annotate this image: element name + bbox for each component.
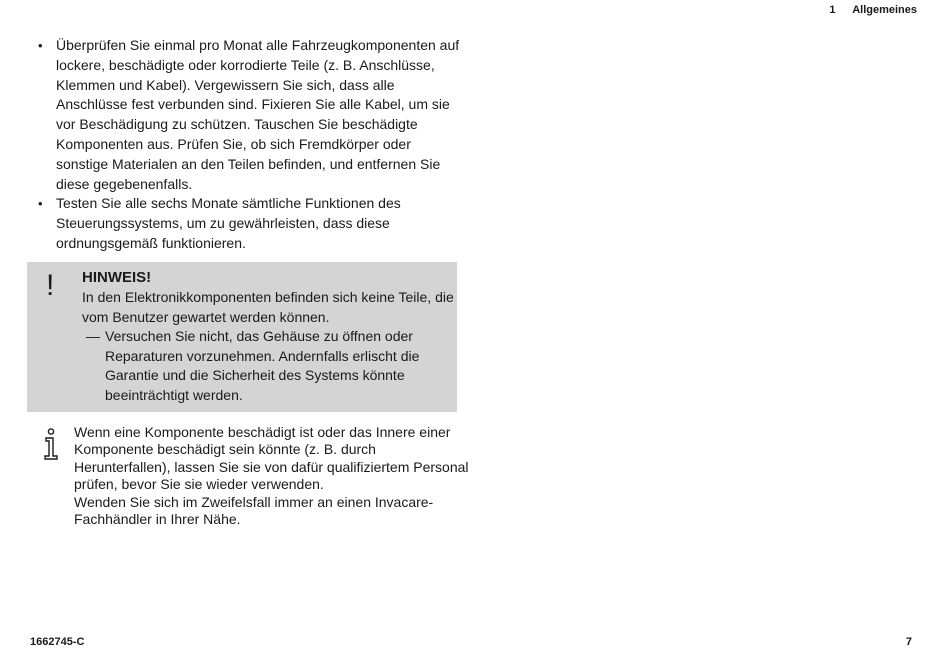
exclamation-icon: !	[46, 269, 55, 302]
info-text	[74, 424, 469, 528]
notice-body: In den Elektronikkomponenten befinden sich keine Teile, die vom Benutzer gewartet werden können.	[82, 289, 454, 325]
bullet-icon: •	[38, 196, 43, 212]
page-header	[829, 4, 917, 16]
document-number: 1662745-C	[30, 636, 85, 648]
notice-sub-item	[86, 327, 475, 405]
chapter-title: Allgemeines	[852, 4, 917, 16]
list-item	[36, 194, 466, 253]
list-item-text: Testen Sie alle sechs Monate sämtliche Funktionen des Steuerungssystems, um zu gewährleisten, dass diese ordnungsgemäß funktionieren.	[56, 195, 401, 251]
notice-title: HINWEIS!	[82, 269, 152, 286]
dash-icon: —	[86, 328, 100, 344]
notice-box	[27, 262, 457, 412]
info-text-line1: Wenn eine Komponente beschädigt ist oder das Innere einer Komponente beschädigt sein könnte (z. B. durch Herunterfallen), lassen Sie sie von dafür qualifiziertem Personal prüfen, bevor Sie sie wieder verwenden.	[74, 424, 469, 493]
info-text-line2: Wenden Sie sich im Zweifelsfall immer an einen Invacare-Fachhändler in Ihrer Nähe.	[74, 493, 434, 528]
bullet-icon: •	[38, 38, 43, 53]
list-item-text: Überprüfen Sie einmal pro Monat alle Fahrzeugkomponenten auf lockere, beschädigte oder korrodierte Teile (z. B. Anschlüsse, Klemmen und Kabel). Vergewissern Sie sich, dass alle Anschlüsse fest verbunden sind. Fixieren Sie alle Kabel, um sie vor Beschädigung zu schützen. Tauschen Sie beschädigte Komponenten aus. Prüfen Sie, ob sich Fremdkörper oder sonstige Materialen an den Teilen befinden, und entfernen Sie diese gegebenenfalls.	[56, 37, 460, 192]
maintenance-list	[36, 36, 466, 254]
page-number: 7	[905, 636, 912, 648]
list-item	[36, 36, 466, 194]
chapter-number: 1	[829, 4, 836, 16]
notice-sub-item-text: Versuchen Sie nicht, das Gehäuse zu öffnen oder Reparaturen vorzunehmen. Andernfalls erlischt die Garantie und die Sicherheit des Systems könnte beeinträchtigt werden.	[105, 328, 420, 403]
info-icon	[40, 428, 62, 460]
